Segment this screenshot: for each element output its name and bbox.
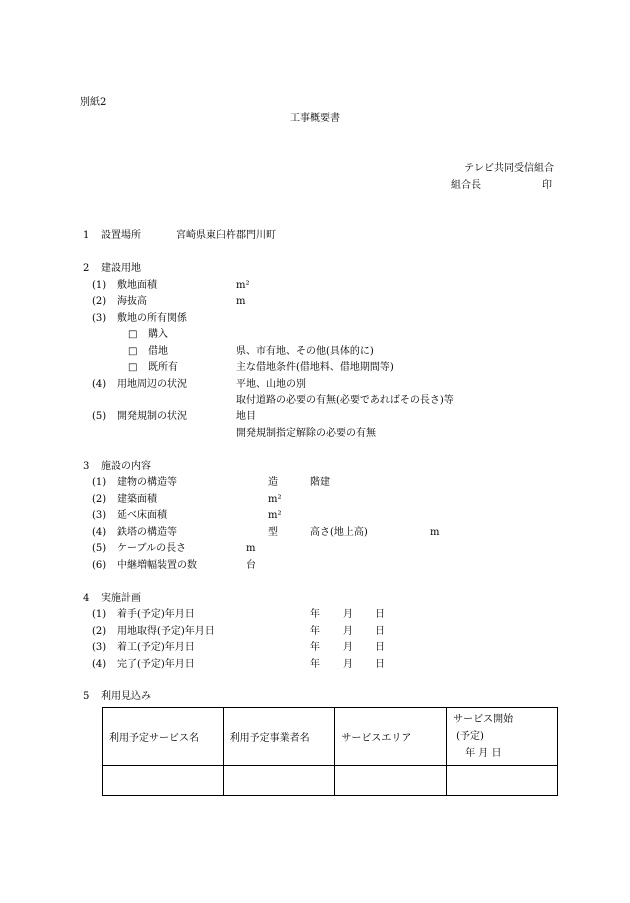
land-category-note: 地目 — [236, 411, 256, 422]
usage-table — [102, 707, 558, 796]
unit-label: 台 — [246, 560, 256, 571]
table-header-row — [103, 708, 558, 766]
purchase-checkbox[interactable]: □ — [128, 329, 138, 340]
unit-label: m² — [236, 280, 250, 291]
section-title: 施設の内容 — [101, 461, 151, 472]
provider-name-cell[interactable] — [223, 766, 335, 796]
unit-label: 階建 — [310, 477, 330, 488]
month-label: 月 — [343, 609, 353, 620]
tower-height-label: 高さ(地上高) — [310, 527, 368, 538]
service-area-cell[interactable] — [335, 766, 447, 796]
tower-structure-label: 鉄塔の構造等 — [117, 527, 177, 538]
month-label: 月 — [343, 642, 353, 653]
unit-label: m — [430, 527, 440, 538]
service-start-header — [447, 708, 558, 766]
floor-area-label: 延べ床面積 — [117, 510, 167, 521]
item-number: (6) — [92, 560, 107, 571]
table-row — [103, 766, 558, 796]
year-label: 年 — [310, 626, 320, 637]
service-start-date: 年 月 日 — [465, 748, 502, 759]
unit-label: m² — [268, 494, 282, 505]
day-label: 日 — [375, 642, 385, 653]
chairman-label: 組合長 — [451, 180, 481, 191]
surroundings-label: 用地周辺の状況 — [117, 379, 187, 390]
unit-label: 型 — [268, 527, 278, 538]
regulation-label: 開発規制の状況 — [117, 411, 187, 422]
land-acquisition-date-label: 用地取得(予定)年月日 — [117, 626, 215, 637]
section-number: 1 — [83, 230, 90, 241]
ownership-label: 敷地の所有関係 — [117, 313, 187, 324]
section-number: 2 — [83, 263, 90, 274]
unit-label: 造 — [268, 477, 278, 488]
item-number: (2) — [92, 494, 107, 505]
year-label: 年 — [310, 609, 320, 620]
unit-label: m² — [268, 510, 282, 521]
day-label: 日 — [375, 609, 385, 620]
service-start-planned: (予定) — [456, 731, 484, 742]
section-title: 建設用地 — [101, 263, 141, 274]
unit-label: m — [246, 543, 256, 554]
day-label: 日 — [375, 659, 385, 670]
completion-date-label: 完了(予定)年月日 — [117, 659, 195, 670]
owned-label: 既所有 — [148, 362, 178, 373]
access-road-note: 取付道路の必要の有無(必要であればその長さ)等 — [236, 395, 454, 406]
seal-mark: 印 — [542, 180, 552, 191]
item-number: (3) — [92, 313, 107, 324]
service-start-cell[interactable] — [447, 766, 558, 796]
section-number: 3 — [83, 461, 90, 472]
cable-length-label: ケーブルの長さ — [117, 543, 187, 554]
month-label: 月 — [343, 659, 353, 670]
item-number: (2) — [92, 296, 107, 307]
item-number: (4) — [92, 659, 107, 670]
section-number: 4 — [83, 593, 90, 604]
unit-label: m — [236, 296, 246, 307]
lease-label: 借地 — [148, 346, 168, 357]
owned-checkbox[interactable]: □ — [128, 362, 138, 373]
section-number: 5 — [83, 691, 90, 702]
building-area-label: 建築面積 — [117, 494, 157, 505]
install-location-label: 設置場所 — [101, 230, 141, 241]
section-title: 実施計画 — [101, 593, 141, 604]
month-label: 月 — [343, 626, 353, 637]
construction-start-date-label: 着工(予定)年月日 — [117, 642, 195, 653]
owned-note: 主な借地条件(借地料、借地期間等) — [236, 362, 394, 373]
service-name-cell[interactable] — [103, 766, 224, 796]
install-location-value: 宮崎県東臼杵郡門川町 — [176, 230, 276, 241]
item-number: (1) — [92, 477, 107, 488]
item-number: (1) — [92, 609, 107, 620]
service-start-title: サービス開始 — [453, 714, 514, 725]
amplifier-count-label: 中継増幅装置の数 — [117, 560, 197, 571]
item-number: (3) — [92, 642, 107, 653]
service-name-header: 利用予定サービス名 — [103, 708, 224, 766]
lease-note: 県、市有地、その他(具体的に) — [236, 346, 374, 357]
item-number: (4) — [92, 527, 107, 538]
year-label: 年 — [310, 642, 320, 653]
lease-checkbox[interactable]: □ — [128, 346, 138, 357]
item-number: (1) — [92, 280, 107, 291]
item-number: (3) — [92, 510, 107, 521]
service-area-header: サービスエリア — [335, 708, 447, 766]
item-number: (5) — [92, 411, 107, 422]
site-area-label: 敷地面積 — [117, 280, 157, 291]
elevation-label: 海抜高 — [117, 296, 147, 307]
item-number: (4) — [92, 379, 107, 390]
year-label: 年 — [310, 659, 320, 670]
item-number: (2) — [92, 626, 107, 637]
surroundings-note: 平地、山地の別 — [236, 379, 306, 390]
start-date-label: 着手(予定)年月日 — [117, 609, 195, 620]
provider-name-header: 利用予定事業者名 — [223, 708, 335, 766]
building-structure-label: 建物の構造等 — [117, 477, 177, 488]
item-number: (5) — [92, 543, 107, 554]
section-title: 利用見込み — [101, 691, 151, 702]
organization-name: テレビ共同受信組合 — [464, 163, 554, 174]
regulation-release-note: 開発規制指定解除の必要の有無 — [236, 428, 376, 439]
day-label: 日 — [375, 626, 385, 637]
document-title: 工事概要書 — [290, 113, 340, 124]
purchase-label: 購入 — [148, 329, 168, 340]
attachment-label: 別紙2 — [80, 97, 107, 108]
